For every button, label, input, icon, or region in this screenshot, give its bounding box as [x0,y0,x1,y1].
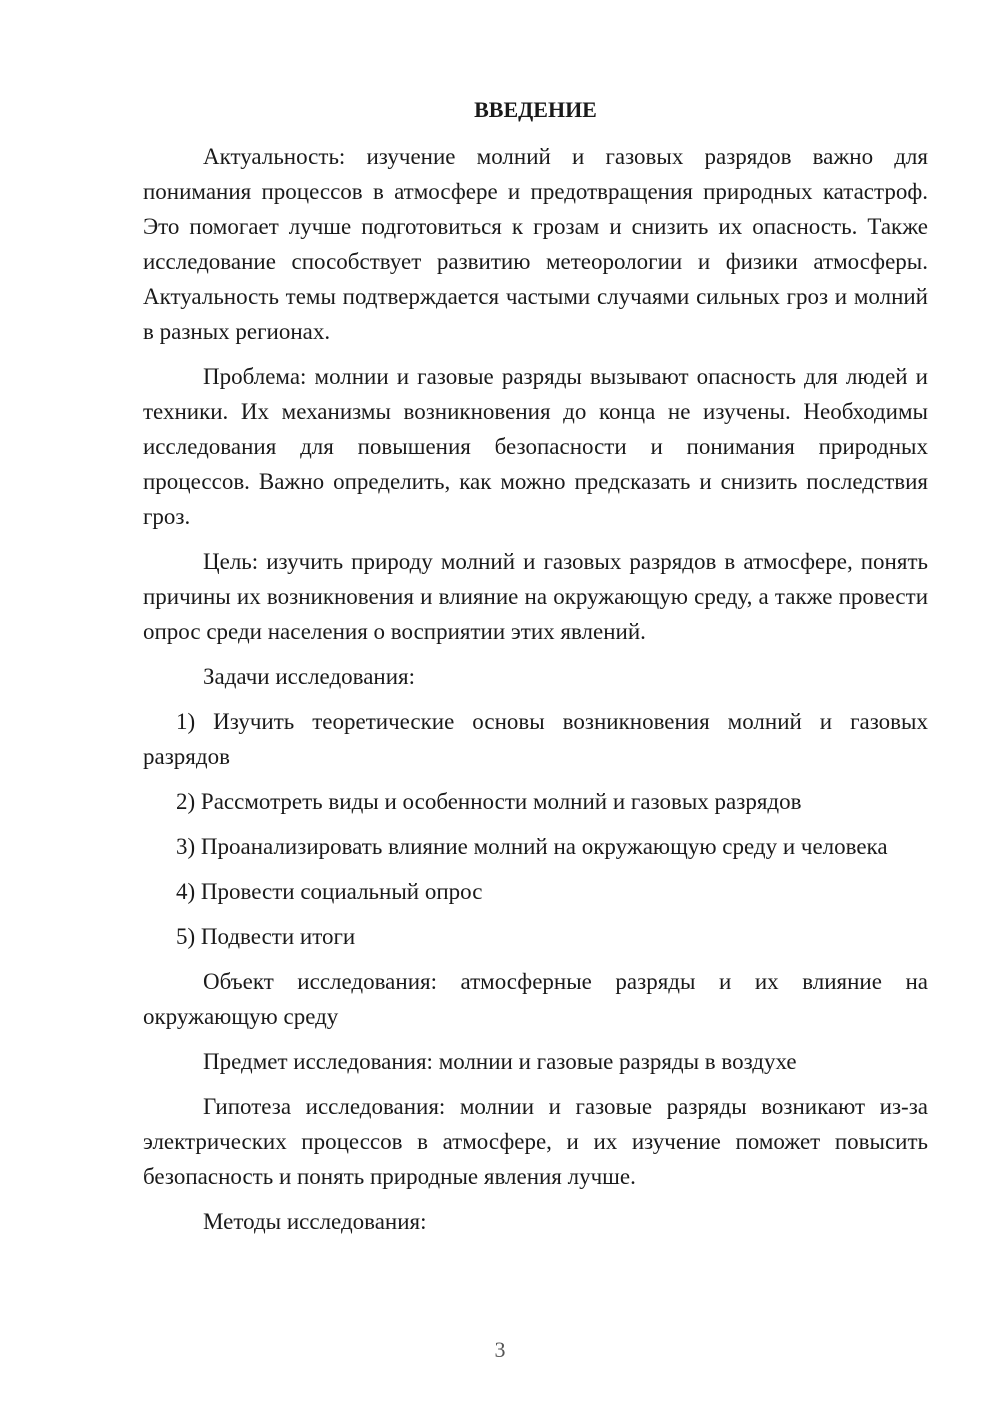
page-number: 3 [494,1337,506,1362]
relevance-paragraph: Актуальность: изучение молний и газовых разрядов важно для понимания процессов в атмосфере и предотвращения природных катастроф. Это помогает лучше подготовиться к грозам и снизить их опасность. Также исследование способствует развитию метеорологии и физики атмосферы. Актуальность темы подтверждается частыми случаями сильных гроз и молний в разных регионах. [143,144,928,344]
task-item-3: 3) Проанализировать влияние молний на окружающую среду и человека [176,834,888,859]
task-item-5: 5) Подвести итоги [176,924,356,949]
page-title: ВВЕДЕНИЕ [474,97,597,122]
task-item-1: 1) Изучить теоретические основы возникновения молний и газовых разрядов [143,709,928,769]
research-object-paragraph: Объект исследования: атмосферные разряды и их влияние на окружающую среду [143,969,928,1029]
task-item-2: 2) Рассмотреть виды и особенности молний и газовых разрядов [176,789,802,814]
goal-paragraph: Цель: изучить природу молний и газовых разрядов в атмосфере, понять причины их возникновения и влияние на окружающую среду, а также провести опрос среди населения о восприятии этих явлений. [143,549,928,644]
research-methods-heading: Методы исследования: [203,1209,427,1234]
research-hypothesis-paragraph: Гипотеза исследования: молнии и газовые разряды возникают из-за электрических процессов в атмосфере, и их изучение поможет повысить безопасность и понять природные явления лучше. [143,1094,928,1189]
tasks-heading: Задачи исследования: [203,664,416,689]
page-content [143,92,928,1249]
research-subject-paragraph: Предмет исследования: молнии и газовые разряды в воздухе [203,1049,797,1074]
problem-paragraph: Проблема: молнии и газовые разряды вызывают опасность для людей и техники. Их механизмы возникновения до конца не изучены. Необходимы исследования для повышения безопасности и понимания природных процессов. Важно определить, как можно предсказать и снизить последствия гроз. [143,364,928,529]
task-item-4: 4) Провести социальный опрос [176,879,483,904]
